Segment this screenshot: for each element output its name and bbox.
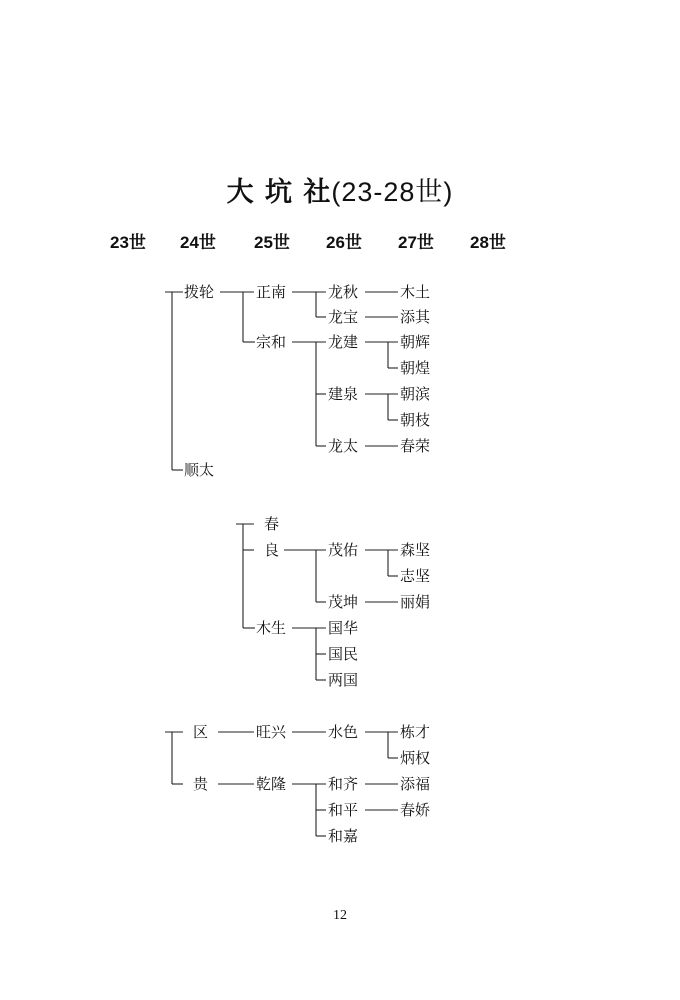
person-name: 乾隆	[256, 775, 287, 793]
person-name: 朝煌	[400, 359, 431, 377]
person-name: 龙建	[328, 333, 359, 351]
generation-header-24: 24世	[180, 233, 216, 252]
person-name: 国华	[328, 619, 359, 637]
person-name: 良	[264, 541, 280, 559]
person-name: 龙宝	[328, 308, 359, 326]
person-name: 龙太	[328, 437, 359, 455]
generation-header-26: 26世	[326, 233, 362, 252]
person-name: 建泉	[328, 385, 359, 403]
person-name: 木生	[256, 619, 287, 637]
generation-header-23: 23世	[110, 233, 146, 252]
person-name: 国民	[328, 645, 359, 663]
person-name: 炳权	[400, 749, 431, 767]
person-name: 春娇	[400, 801, 431, 819]
person-name: 朝辉	[400, 333, 431, 351]
person-name: 和齐	[328, 775, 359, 793]
person-name: 志坚	[400, 567, 431, 585]
person-name: 朝滨	[400, 385, 431, 403]
person-name: 栋才	[400, 723, 431, 741]
title-range: (23-28世)	[331, 177, 454, 207]
title-main: 大 坑 社	[226, 177, 332, 208]
person-name: 茂佑	[328, 541, 359, 559]
generation-header-25: 25世	[254, 233, 290, 252]
generation-header-28: 28世	[470, 233, 506, 252]
person-name: 木土	[400, 283, 431, 301]
person-name: 茂坤	[328, 593, 359, 611]
generation-header-27: 27世	[398, 233, 434, 252]
person-name: 拨轮	[184, 283, 215, 301]
person-name: 顺太	[184, 461, 215, 479]
page-number: 12	[333, 908, 347, 923]
person-name: 添福	[400, 775, 431, 793]
person-name: 森坚	[400, 541, 431, 559]
person-name: 旺兴	[256, 723, 287, 741]
person-name: 宗和	[256, 333, 287, 351]
person-name: 正南	[256, 283, 287, 301]
person-name: 和嘉	[328, 827, 359, 845]
person-name: 丽娟	[400, 593, 431, 611]
person-name: 两国	[328, 671, 359, 689]
person-name: 龙秋	[328, 283, 359, 301]
person-name: 朝枝	[400, 411, 431, 429]
person-name: 和平	[328, 801, 359, 819]
person-name: 春荣	[400, 437, 431, 455]
person-name: 添其	[400, 308, 431, 326]
person-name: 贵	[193, 775, 209, 793]
person-name: 春	[264, 515, 280, 533]
person-name: 区	[193, 723, 209, 741]
person-name: 水色	[328, 723, 359, 741]
